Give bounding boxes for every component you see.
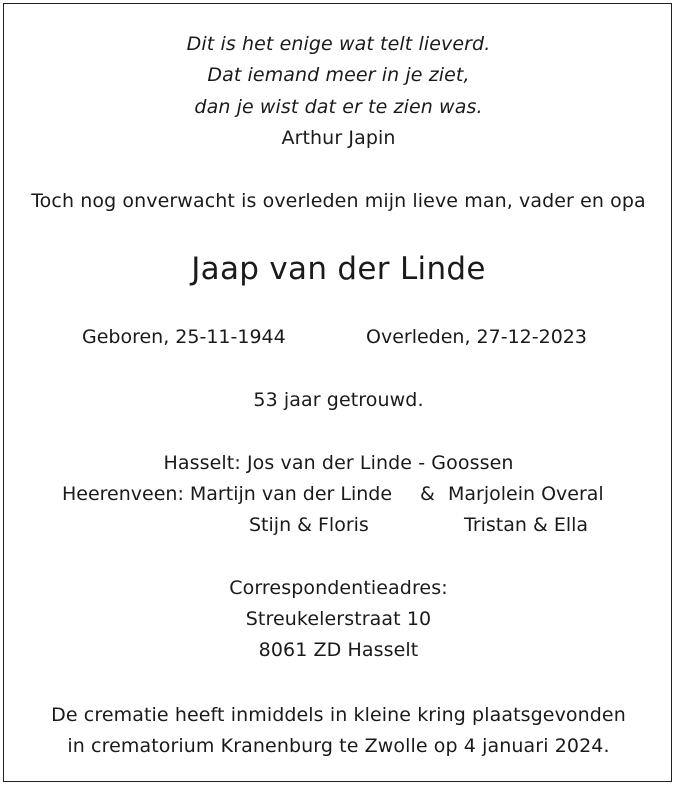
grandchildren-left: Stijn & Floris: [249, 514, 369, 536]
address-street: Streukelerstraat 10: [245, 608, 432, 630]
family-line-2-amp: &: [420, 483, 435, 505]
closing-line-2: in crematorium Kranenburg te Zwolle op 4 januari 2024.: [67, 735, 610, 757]
announcement-text: Toch nog onverwacht is overleden mijn lieve man, vader en opa: [31, 190, 646, 212]
poem-line-3: dan je wist dat er te zien was.: [194, 96, 483, 118]
deceased-name: Jaap van der Linde: [191, 251, 486, 287]
family-line-2-right: Marjolein Overal: [448, 483, 604, 505]
family-line-1: Hasselt: Jos van der Linde - Goossen: [163, 452, 514, 474]
address-label: Correspondentieadres:: [229, 577, 448, 599]
poem-line-1: Dit is het enige wat telt lieverd.: [186, 33, 491, 55]
poem-line-2: Dat iemand meer in je ziet,: [207, 64, 470, 86]
closing-line-1: De crematie heeft inmiddels in kleine kring plaatsgevonden: [51, 704, 626, 726]
birth-date: Geboren, 25-11-1944: [82, 326, 286, 348]
family-line-2-left: Heerenveen: Martijn van der Linde: [62, 483, 393, 505]
marriage-duration: 53 jaar getrouwd.: [253, 389, 424, 411]
grandchildren-right: Tristan & Ella: [464, 514, 589, 536]
address-city: 8061 ZD Hasselt: [258, 639, 419, 661]
death-date: Overleden, 27-12-2023: [366, 326, 587, 348]
poem-author: Arthur Japin: [281, 127, 396, 149]
